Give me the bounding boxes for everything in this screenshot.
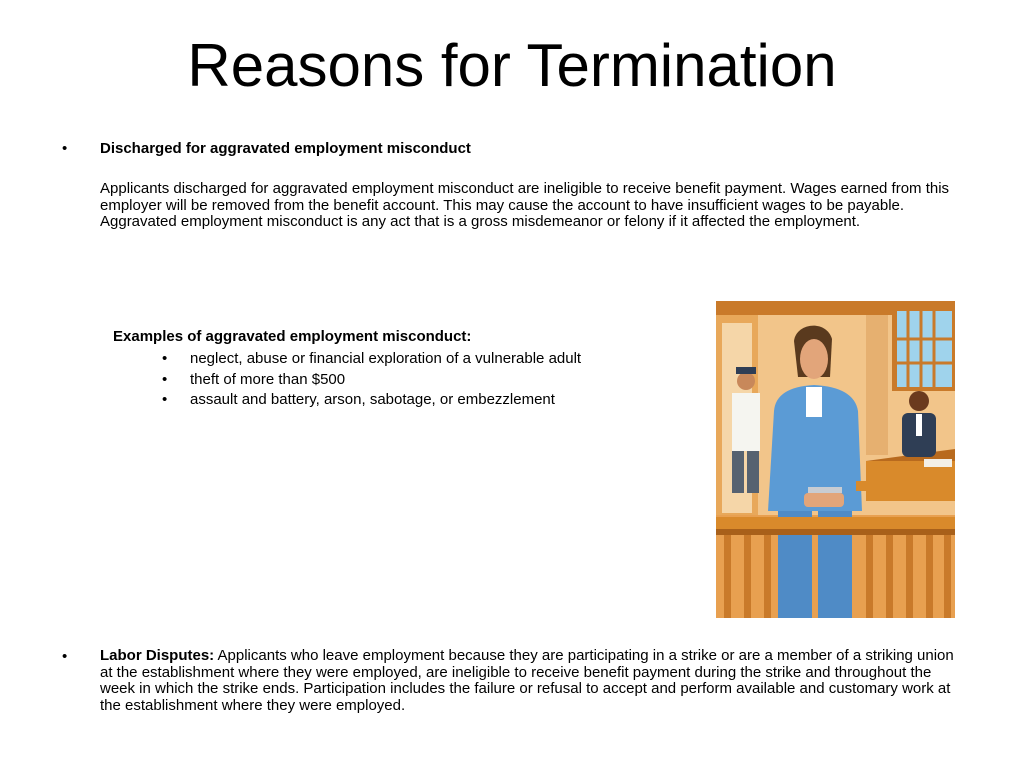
- bullet-marker: •: [162, 391, 168, 408]
- examples-list: [162, 349, 581, 411]
- list-item: [162, 390, 581, 411]
- bullet-marker: •: [162, 370, 168, 388]
- list-item: [162, 370, 581, 391]
- bullet-marker: •: [62, 648, 68, 665]
- bullet-marker: •: [62, 140, 68, 157]
- section2-heading: Labor Disputes:: [100, 647, 215, 664]
- section1-body: Applicants discharged for aggravated employment misconduct are ineligible to receive benefit payment. Wages earned from this employer will be removed from the benefit account. This may cause the account to have insufficient wages to be payable. Aggravated employment misconduct is any act that is a gross misdemeanor or felony if it affected the employment.: [100, 180, 950, 230]
- section1-heading: Discharged for aggravated employment misconduct: [100, 140, 471, 157]
- examples-heading: Examples of aggravated employment misconduct:: [113, 328, 472, 345]
- bullet-marker: •: [162, 350, 168, 367]
- section2-body: Applicants who leave employment because they are participating in a strike or are a member of a striking union at the establishment where they were employed, are ineligible to receive benefit payment during the strike and throughout the week in which the strike ends. Participation includes the failure or refusal to accept and perform available and customary work at the establishment where they were employed.: [100, 647, 954, 714]
- slide-title: Reasons for Termination: [187, 32, 837, 99]
- example-text: neglect, abuse or financial exploration of a vulnerable adult: [190, 350, 582, 367]
- list-item: [162, 349, 581, 370]
- courtroom-illustration: [716, 301, 955, 618]
- example-text: theft of more than $500: [190, 370, 346, 388]
- example-text: assault and battery, arson, sabotage, or embezzlement: [190, 391, 555, 408]
- section2-paragraph: [100, 648, 960, 714]
